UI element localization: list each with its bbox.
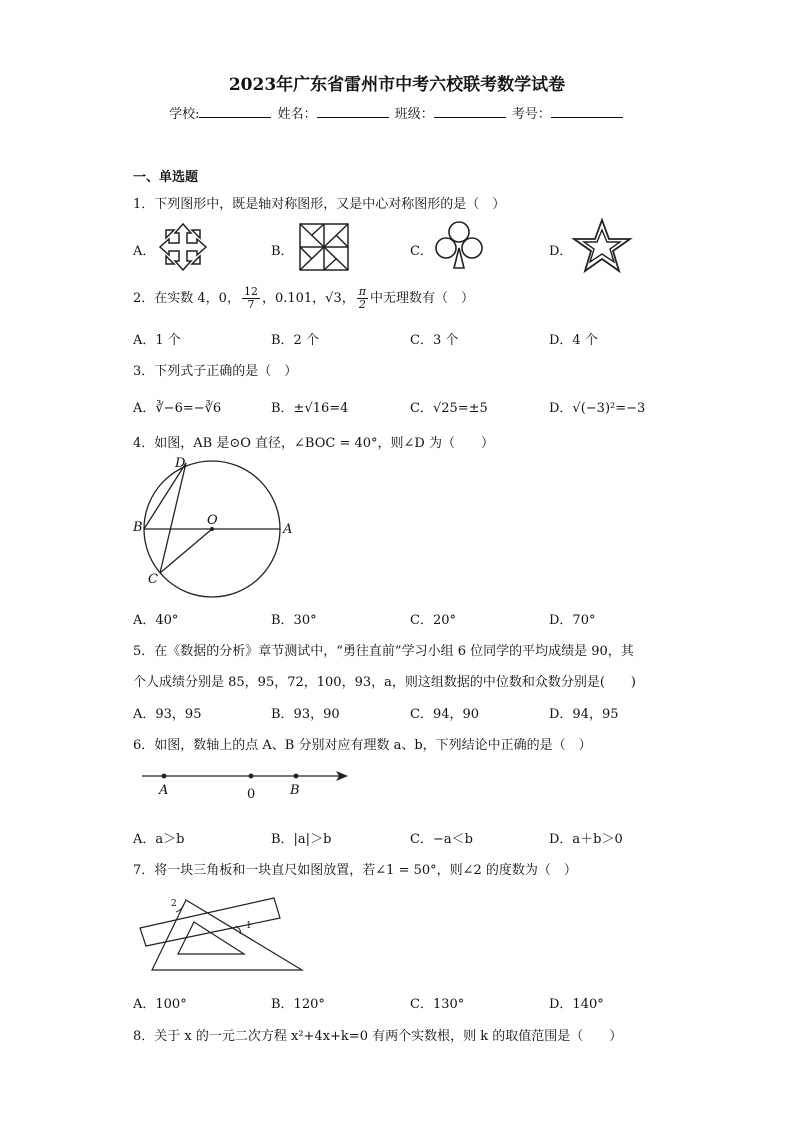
q4-option-d[interactable]: D．70° bbox=[549, 613, 596, 628]
pinwheel-icon bbox=[298, 222, 350, 272]
student-info-line bbox=[0, 103, 794, 122]
q1-option-c-label[interactable]: C． bbox=[410, 244, 433, 259]
q6-stem: 6．如图，数轴上的点 A、B 分别对应有理数 a、b，下列结论中正确的是（ ） bbox=[133, 738, 592, 753]
point-b bbox=[294, 774, 299, 779]
chord-dc bbox=[160, 463, 186, 573]
q3-option-b[interactable]: B．±√16=4 bbox=[271, 401, 349, 416]
q6-number-line bbox=[140, 768, 355, 784]
q1-option-d-label[interactable]: D． bbox=[549, 244, 573, 259]
q2-stem: 2．在实数 4，0， $\frac{12}{7}$ ，0.101，√3， $\frac{\pi}{2}$ 中无理数有（ ） bbox=[133, 285, 474, 311]
radius-oc bbox=[160, 529, 212, 573]
q2-sqrt3: √3 bbox=[325, 291, 342, 306]
q1-option-b-label[interactable]: B． bbox=[271, 244, 294, 259]
q6-option-c[interactable]: C．−a＜b bbox=[410, 832, 473, 847]
q4-label-d: D bbox=[175, 456, 186, 471]
q8-stem: 8．关于 x 的一元二次方程 x²+4x+k=0 有两个实数根，则 k 的取值范围是（ ） bbox=[133, 1029, 623, 1044]
q4-label-o: O bbox=[207, 513, 218, 528]
q7-angle-1-label: 1 bbox=[246, 921, 252, 931]
class-blank[interactable] bbox=[434, 105, 506, 118]
section-heading: 一、单选题 bbox=[133, 170, 199, 185]
q2-option-d[interactable]: D．4 个 bbox=[549, 333, 598, 348]
number-label: 考号： bbox=[511, 107, 551, 122]
page-title: 2023年广东省雷州市中考六校联考数学试卷 bbox=[228, 75, 566, 95]
q2-option-a[interactable]: A．1 个 bbox=[133, 333, 181, 348]
q5-option-b[interactable]: B．93，90 bbox=[271, 707, 340, 722]
triangle-outer bbox=[152, 900, 302, 970]
four-arrow-cross-icon bbox=[158, 222, 208, 272]
name-label: 姓名： bbox=[277, 107, 317, 122]
q5-stem-line1: 5．在《数据的分析》章节测试中，“勇往直前”学习小组 6 位同学的平均成绩是 90，其 bbox=[133, 644, 634, 659]
q7-option-b[interactable]: B．120° bbox=[271, 997, 325, 1012]
q4-label-c: C bbox=[148, 572, 158, 587]
point-a bbox=[162, 774, 167, 779]
q1-stem: 1．下列图形中，既是轴对称图形，又是中心对称图形的是（ ） bbox=[133, 197, 506, 212]
q7-option-c[interactable]: C．130° bbox=[410, 997, 465, 1012]
q6-label-b: B bbox=[290, 783, 300, 798]
name-blank[interactable] bbox=[317, 105, 389, 118]
q2-frac2-denominator: 2 bbox=[358, 298, 366, 311]
triangle-inner bbox=[178, 922, 244, 954]
point-zero bbox=[249, 774, 254, 779]
q4-label-b: B bbox=[133, 520, 143, 535]
q4-option-b[interactable]: B．30° bbox=[271, 613, 317, 628]
q7-angle-2-label: 2 bbox=[171, 899, 177, 909]
q6-label-zero: 0 bbox=[247, 787, 256, 802]
ruler bbox=[140, 898, 280, 946]
q1-option-a-label[interactable]: A． bbox=[133, 244, 156, 259]
q7-stem: 7．将一块三角板和一块直尺如图放置，若∠1 = 50°，则∠2 的度数为（ ） bbox=[133, 863, 577, 878]
q2-stem-post: 中无理数有（ ） bbox=[369, 291, 474, 306]
q2-option-b[interactable]: B．2 个 bbox=[271, 333, 319, 348]
q5-option-a[interactable]: A．93，95 bbox=[133, 707, 202, 722]
q2-option-c[interactable]: C．3 个 bbox=[410, 333, 459, 348]
q2-frac1-numerator: 12 bbox=[243, 285, 258, 298]
q6-option-b[interactable]: B．|a|＞b bbox=[271, 832, 332, 847]
q2-fraction-12-7 bbox=[242, 286, 260, 311]
school-blank[interactable] bbox=[199, 105, 271, 118]
q5-option-d[interactable]: D．94，95 bbox=[549, 707, 619, 722]
q7-ruler-triangle-figure bbox=[138, 888, 308, 978]
q4-label-a: A bbox=[283, 522, 293, 537]
q3-option-a[interactable]: A．∛−6=−∛6 bbox=[133, 401, 222, 416]
q3-stem: 3．下列式子正确的是（ ） bbox=[133, 364, 298, 379]
q6-option-d[interactable]: D．a＋b＞0 bbox=[549, 832, 623, 847]
q7-option-a[interactable]: A．100° bbox=[133, 997, 187, 1012]
star-icon bbox=[572, 218, 632, 274]
chord-bd bbox=[144, 463, 186, 529]
q5-option-c[interactable]: C．94，90 bbox=[410, 707, 480, 722]
class-label: 班级： bbox=[394, 107, 434, 122]
q2-stem-mid: ，0.101， bbox=[261, 291, 326, 306]
number-blank[interactable] bbox=[551, 105, 623, 118]
q2-stem-pre: 2．在实数 4，0， bbox=[133, 291, 240, 306]
q2-frac1-denominator: 7 bbox=[247, 298, 255, 311]
q7-option-d[interactable]: D．140° bbox=[549, 997, 604, 1012]
q4-stem: 4．如图，AB 是⊙O 直径，∠BOC = 40°，则∠D 为（ ） bbox=[133, 436, 494, 451]
q6-option-a[interactable]: A．a＞b bbox=[133, 832, 185, 847]
q2-fraction-pi-2 bbox=[357, 286, 368, 311]
q5-stem-line2: 个人成绩分别是 85，95，72，100，93，a，则这组数据的中位数和众数分别是( ) bbox=[133, 675, 637, 690]
school-label: 学校: bbox=[169, 107, 200, 122]
club-icon bbox=[434, 220, 484, 272]
q4-option-a[interactable]: A．40° bbox=[133, 613, 179, 628]
q6-label-a: A bbox=[159, 783, 169, 798]
q3-option-d[interactable]: D．√(−3)²=−3 bbox=[549, 401, 646, 416]
q3-option-c[interactable]: C．√25=±5 bbox=[410, 401, 488, 416]
q4-option-c[interactable]: C．20° bbox=[410, 613, 456, 628]
q2-frac2-numerator: π bbox=[358, 285, 366, 298]
